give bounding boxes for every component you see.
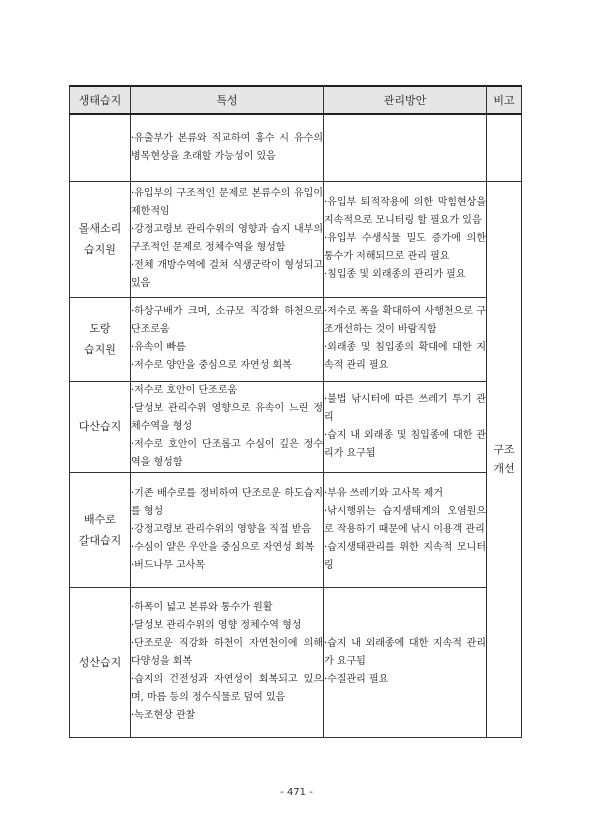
features-cell-item: ·전체 개방수역에 걸쳐 식생군락이 형성되고 있음	[131, 260, 323, 289]
wetland-name	[70, 114, 131, 181]
management-cell	[324, 297, 487, 381]
wetland-name-line: 습지원	[84, 343, 116, 356]
header-wetland: 생태습지	[70, 86, 131, 114]
management-cell-item: ·습지 내 외래종 및 침입종에 대한 관리가 요구됨	[324, 429, 486, 459]
features-cell	[131, 587, 324, 737]
management-cell	[324, 381, 487, 472]
wetland-name	[70, 381, 131, 472]
page-number: - 471 -	[280, 787, 313, 798]
wetland-name	[70, 587, 131, 737]
wetland-table	[69, 85, 522, 738]
features-cell-item: ·기존 배수로를 정비하여 단조로운 하도습지를 형성	[131, 487, 323, 517]
management-cell-item: ·침입종 및 외래종의 관리가 필요	[324, 269, 466, 280]
wetland-name	[70, 181, 131, 297]
header-features: 특성	[131, 86, 324, 114]
wetland-name	[70, 297, 131, 381]
features-cell-item: ·버드나무 고사목	[131, 559, 205, 571]
features-cell-item: ·강정고령보 관리수위의 영향을 직접 받음	[131, 523, 312, 535]
remarks-line: 개선	[493, 462, 515, 475]
management-cell-item: ·부유 쓰레기와 고사목 제거	[324, 487, 443, 499]
management-cell-item: ·유입부 수생식물 밀도 증가에 의한 통수가 저해되므로 관리 필요	[324, 233, 486, 262]
management-cell	[324, 114, 487, 181]
features-cell-item: ·수심이 얕은 우안을 중심으로 자연성 회복	[131, 541, 315, 553]
management-cell-item: ·유입부 퇴적작용에 의한 막힘현상을 지속적으로 모니터링 할 필요가 있음	[324, 197, 486, 226]
features-cell	[131, 297, 324, 381]
wetland-name	[70, 472, 131, 587]
features-cell-item: ·하상구배가 크며, 소규모 직강화 하천으로 단조로움	[131, 306, 323, 335]
management-cell-item: ·습지 내 외래종에 대한 지속적 관리가 요구됨	[324, 638, 486, 667]
features-cell-item: ·저수로 호안이 단조롭고 수심이 깊은 정수역을 형성함	[131, 438, 323, 468]
features-cell-item: ·유출부가 본류와 직교하여 홍수 시 유수의 병목현상을 초래할 가능성이 있음	[131, 132, 323, 162]
table-row	[70, 381, 522, 472]
remarks-cell	[487, 114, 522, 181]
management-cell-item: ·낚시행위는 습지생태계의 오염원으로 작용하기 때문에 낚시 이용객 관리	[324, 505, 486, 535]
remarks-line: 구조	[493, 443, 515, 456]
wetland-name-line: 배수로	[84, 512, 116, 526]
table-row	[70, 181, 522, 297]
features-cell-item: ·습지의 건전성과 자연성이 회복되고 있으며, 마름 등의 정수식물로 덮여 있음	[131, 674, 323, 703]
wetland-name-line: 갈대습지	[78, 533, 122, 547]
management-cell-item: ·불법 낚시터에 따른 쓰레기 투기 관리	[324, 393, 486, 423]
features-cell-item: ·저수로 양안을 중심으로 자연성 회복	[131, 360, 292, 371]
features-cell-item: ·달성보 관리수위의 영향 정체수역 형성	[131, 620, 302, 631]
table-body	[70, 114, 522, 737]
wetland-name-line: 몰새소리	[78, 222, 122, 235]
features-cell-item: ·달성보 관리수위 영향으로 유속이 느린 정체수역을 형성	[131, 402, 323, 432]
features-cell	[131, 114, 324, 181]
table-row	[70, 472, 522, 587]
management-cell-item: ·저수로 폭을 확대하여 사행천으로 구조개선하는 것이 바람직함	[324, 306, 486, 335]
features-cell-item: ·녹조현상 관찰	[131, 710, 196, 721]
management-cell-item: ·습지생태관리를 위한 지속적 모니터링	[324, 541, 486, 571]
table-header-row	[70, 86, 522, 114]
features-cell-item: ·단조로운 직강화 하천이 자연천이에 의해 다양성을 회복	[131, 638, 323, 667]
features-cell	[131, 181, 324, 297]
remarks-cell	[487, 181, 522, 737]
wetland-name-line: 성산습지	[78, 655, 122, 669]
features-cell-item: ·하폭이 넓고 본류와 통수가 원활	[131, 602, 273, 613]
management-cell-item: ·외래종 및 침입종의 확대에 대한 지속적 관리 필요	[324, 342, 486, 371]
header-remarks: 비고	[487, 86, 522, 114]
management-cell-item: ·수질관리 필요	[324, 674, 389, 685]
wetland-name-line: 습지원	[84, 243, 116, 256]
features-cell-item: ·강정고령보 관리수위의 영향과 습지 내부의 구조적인 문제로 정체수역을 형성함	[131, 224, 323, 253]
header-management: 관리방안	[324, 86, 487, 114]
wetland-name-line: 다산습지	[78, 420, 122, 433]
features-cell-item: ·유속이 빠름	[131, 342, 186, 353]
management-cell	[324, 587, 487, 737]
table-row	[70, 114, 522, 181]
management-cell	[324, 472, 487, 587]
features-cell	[131, 472, 324, 587]
table-row	[70, 587, 522, 737]
features-cell	[131, 381, 324, 472]
management-cell	[324, 181, 487, 297]
table-row	[70, 297, 522, 381]
features-cell-item: ·저수로 호안이 단조로움	[131, 384, 238, 396]
wetland-name-line: 도랑	[89, 322, 111, 335]
features-cell-item: ·유입부의 구조적인 문제로 본류수의 유입이 제한적임	[131, 188, 323, 217]
